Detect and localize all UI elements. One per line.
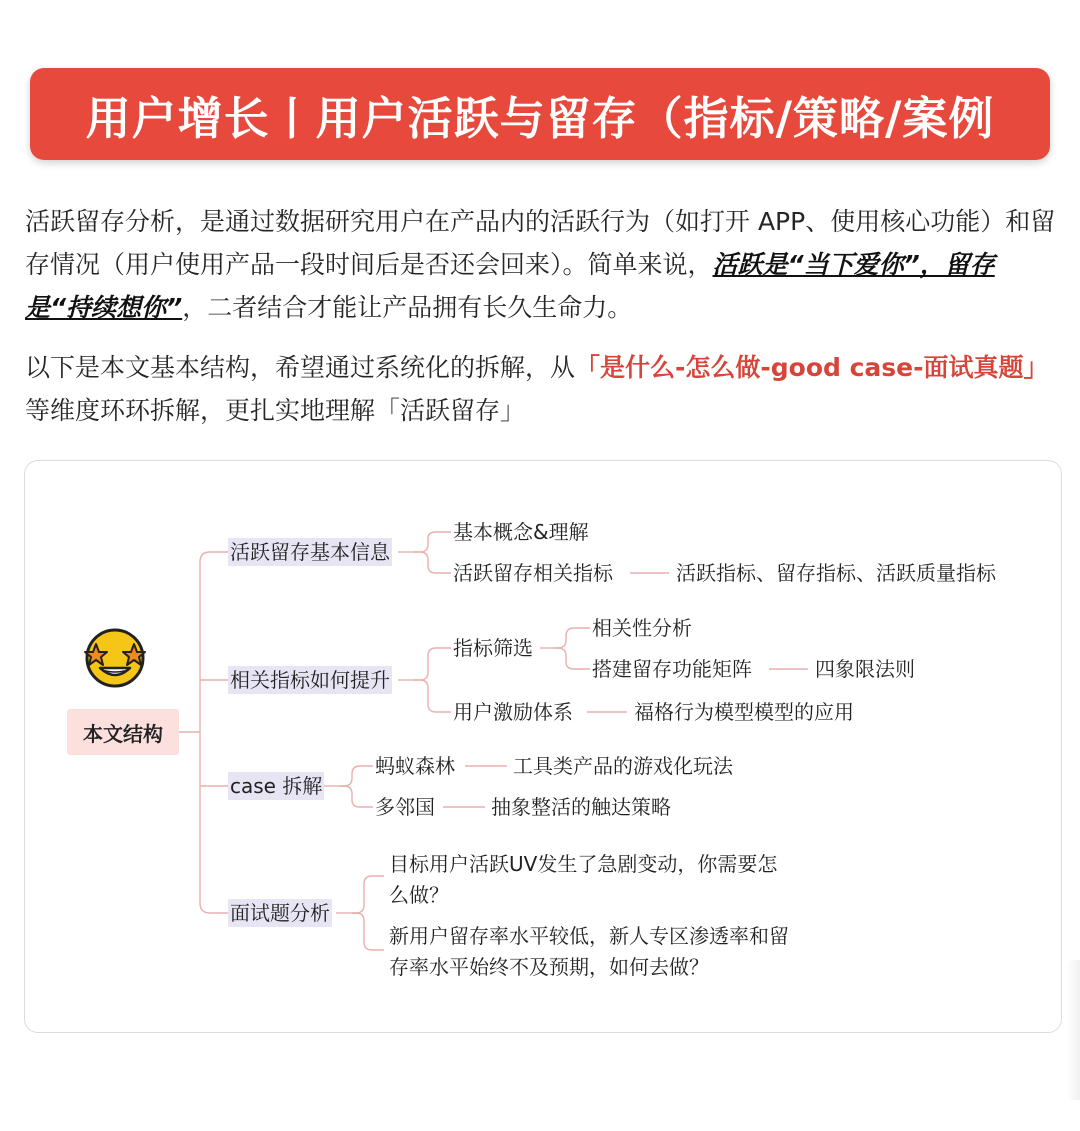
node-metric-types: 活跃指标、留存指标、活跃质量指标 [676, 561, 996, 585]
node-duolingo: 多邻国 [375, 795, 435, 819]
question-1-line-2: 么做？ [389, 883, 449, 907]
node-gamification: 工具类产品的游戏化玩法 [513, 754, 733, 778]
star-struck-emoji-icon [80, 624, 150, 688]
node-quadrant-rule: 四象限法则 [815, 657, 915, 681]
question-2-line-1: 新用户留存率水平较低，新人专区渗透率和留 [389, 924, 789, 948]
edge-shadow [1066, 960, 1080, 1100]
question-1-line-1: 目标用户活跃UV发生了急剧变动，你需要怎 [389, 852, 778, 876]
node-related-metrics: 活跃留存相关指标 [453, 561, 613, 585]
branch-basic-info: 活跃留存基本信息 [230, 540, 390, 564]
branch-improve-metrics: 相关指标如何提升 [230, 668, 390, 692]
question-2-line-2: 存率水平始终不及预期，如何去做？ [389, 955, 709, 979]
mindmap-root: 本文结构 [67, 709, 179, 755]
intro-p1-text-a: 活跃留存分析，是通过数据研究用户在产品内的活跃行为（如打开 APP、使用核心功能）和留存情况（用户使用产品一段时间后是否还会回来）。简单来说， [25, 207, 1056, 279]
node-question-2 [389, 921, 789, 983]
node-retention-matrix: 搭建留存功能矩阵 [592, 657, 752, 681]
branch-interview-questions: 面试题分析 [230, 901, 330, 925]
intro-p2-highlight: 「是什么-怎么做-good case-面试真题」 [575, 353, 1049, 382]
node-reach-strategy: 抽象整活的触达策略 [491, 795, 671, 819]
intro-p2-text-b: 等维度环环拆解，更扎实地理解「活跃留存」 [25, 396, 526, 425]
intro-p1-emphasis: 活跃是“当下爱你”，留存是“持续想你” [25, 250, 995, 322]
node-metric-filter: 指标筛选 [453, 636, 533, 660]
node-basic-concept: 基本概念&理解 [453, 520, 589, 544]
banner-title: 用户增长丨用户活跃与留存（指标/策略/案例 [85, 91, 995, 145]
intro-p2-text-a: 以下是本文基本结构，希望通过系统化的拆解，从 [25, 353, 576, 382]
branch-case-study: case 拆解 [230, 774, 323, 798]
node-fogg-model: 福格行为模型模型的应用 [634, 700, 854, 724]
node-question-1 [389, 849, 777, 911]
node-ant-forest: 蚂蚁森林 [375, 754, 455, 778]
node-correlation-analysis: 相关性分析 [592, 616, 692, 640]
intro-p1-text-b: ，二者结合才能让产品拥有长久生命力。 [182, 293, 633, 322]
node-incentive-system: 用户激励体系 [453, 700, 573, 724]
